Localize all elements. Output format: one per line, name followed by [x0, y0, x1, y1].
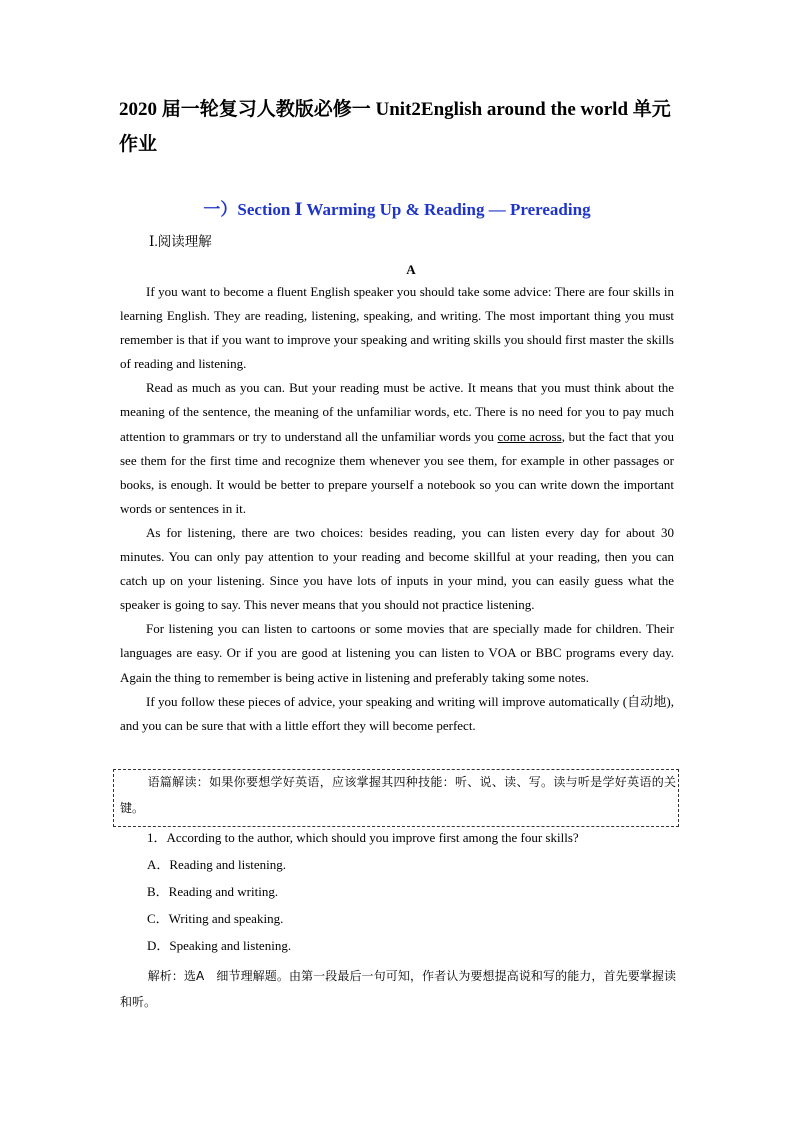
- passage-summary: [120, 769, 676, 821]
- summary-text: 语篇解读：如果你要想学好英语，应该掌握其四种技能：听、说、读、写。读与听是学好英语的关键。: [120, 775, 676, 815]
- document-title: 2020 届一轮复习人教版必修一 Unit2English around the world 单元作业: [119, 99, 671, 155]
- underlined-phrase: come across,: [497, 428, 566, 444]
- paragraph-5: If you follow these pieces of advice, your speaking and writing will improve automatically (自动地), and you can be sure that with a little effort they will become perfect.: [120, 693, 674, 733]
- paragraph-2-before: Read as much as you can. But your reading must be active. It means that you must think about the meaning of the sentence, the meaning of the unfamiliar words, etc. There is no need for you to pay much attention to grammars or try to understand all the unfamiliar words you: [120, 380, 674, 444]
- paragraph-1: If you want to become a fluent English speaker you should take some advice: There are four skills in learning English. They are reading, listening, speaking, and writing. The most important thing you must remember is that if you want to improve your speaking and writing skills you should first master the skills of reading and listening.: [120, 284, 674, 372]
- answer-explanation: 解析：选A 细节理解题。由第一段最后一句可知，作者认为要想提高说和写的能力，首先要掌握读和听。: [120, 969, 676, 1009]
- reading-passage: [120, 280, 674, 738]
- question-stem: 1．According to the author, which should you improve first among the four skills?: [147, 830, 579, 845]
- option-a: A．Reading and listening.: [147, 857, 287, 872]
- section-heading: 一）Section Ⅰ Warming Up & Reading — Prereading: [203, 200, 591, 219]
- paragraph-2-after: but the fact that you see them for the first time and recognize them whenever you see them, for example in other passages or books, is enough. It would be better to prepare yourself a notebook so you can write down the important words or sentences in it.: [120, 428, 675, 516]
- part-label: Ⅰ.阅读理解: [149, 234, 212, 249]
- paragraph-4: For listening you can listen to cartoons or some movies that are specially made for children. Their languages are easy. Or if you are good at listening you can listen to VOA or BBC programs every day. Again the thing to remember is being active in listening and preferably taking some notes.: [120, 621, 674, 685]
- passage-letter: A: [406, 262, 416, 277]
- option-d: D．Speaking and listening.: [147, 938, 292, 953]
- option-c: C．Writing and speaking.: [147, 911, 284, 926]
- option-b: B．Reading and writing.: [147, 884, 279, 899]
- paragraph-2: [120, 376, 674, 521]
- paragraph-3: As for listening, there are two choices: besides reading, you can listen every day for about 30 minutes. You can only pay attention to your reading and become skillful at your reading, then you can catch up on your listening. Since you have lots of inputs in your mind, you can easily guess what the speaker is going to say. This never means that you should not practice listening.: [120, 524, 674, 613]
